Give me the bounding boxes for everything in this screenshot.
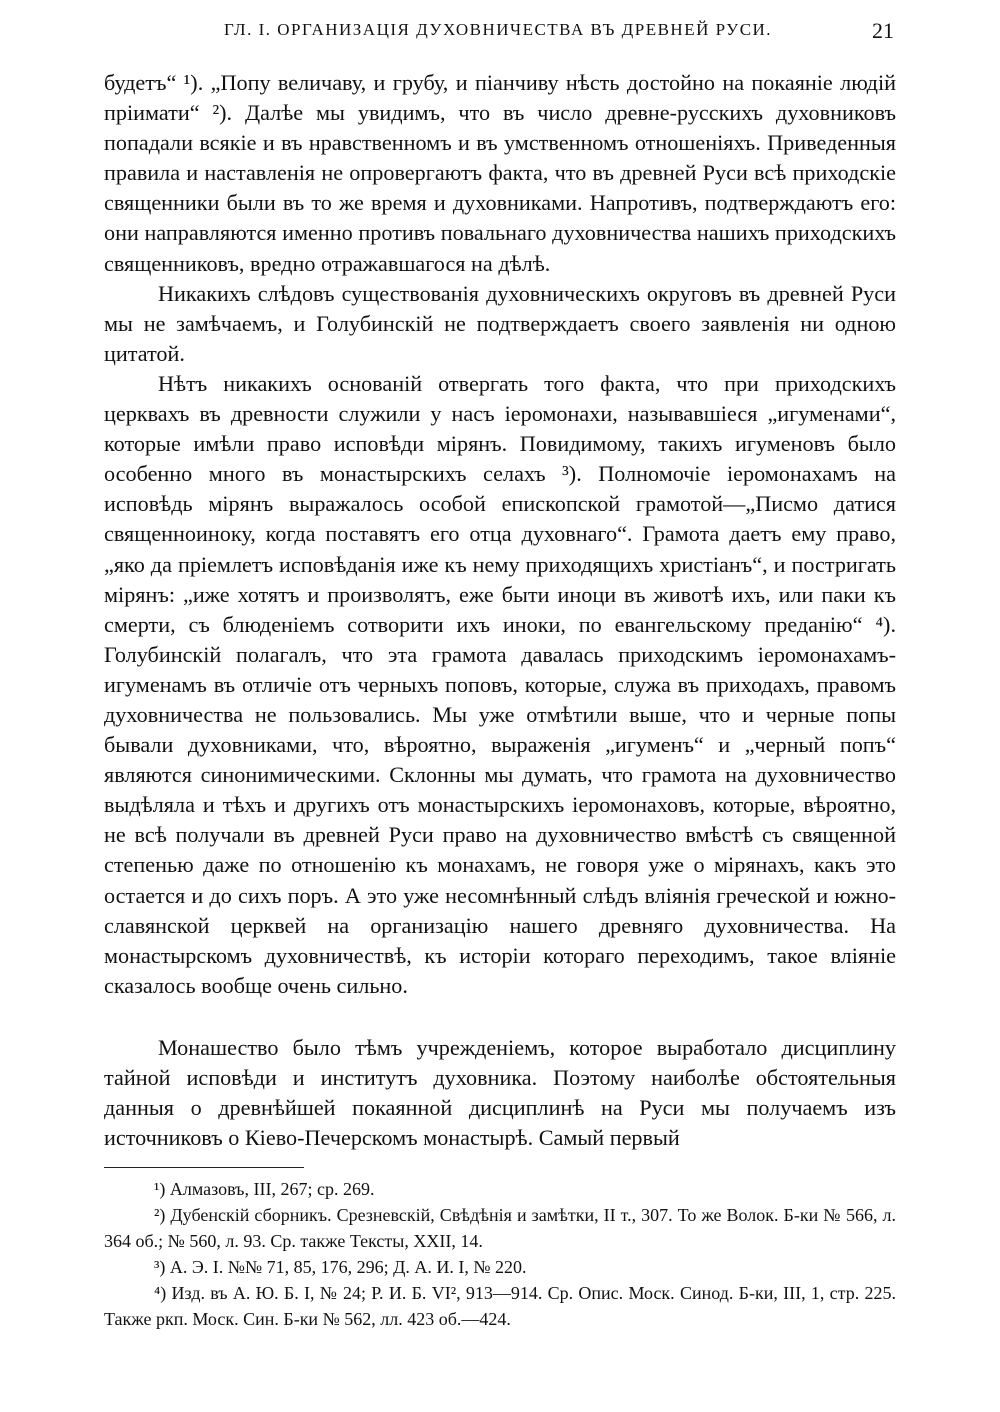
book-page bbox=[104, 18, 896, 1332]
running-title: ГЛ. I. ОРГАНИЗАЦІЯ ДУХОВНИЧЕСТВА ВЪ ДРЕВНЕЙ РУСИ. bbox=[224, 20, 773, 39]
page-header bbox=[104, 18, 896, 52]
section-gap bbox=[104, 1001, 896, 1033]
footnote: ²) Дубенскій сборникъ. Срезневскій, Свѣдѣнія и замѣтки, II т., 307. То же Волок. Б-ки № 566, л. 364 об.; № 560, л. 93. Ср. также Тексты, XXII, 14. bbox=[104, 1205, 896, 1252]
paragraph: Нѣтъ никакихъ основаній отвергать того факта, что при приходскихъ церквахъ въ древности служили у насъ іеромонахи, называвшіеся „игуменами“, которые имѣли право исповѣди мірянъ. Повидимому, такихъ игуменовъ было особенно много въ монастырскихъ селахъ ³). Полномочіе іеромонахамъ на исповѣдь мірянъ выражалось особой епископской грамотой—„Писмо датися священноиноку, когда поставятъ его отца духовнаго“. Грамота даетъ ему право, „яко да пріемлетъ исповѣданія иже къ нему приходящихъ христіанъ“, и постригать мірянъ: „иже хотятъ и произволятъ, еже быти иноци въ животѣ ихъ, или паки къ смерти, съ блюденіемъ сотворити ихъ иноки, по евангельскому преданію“ ⁴). Голубинскій полагалъ, что эта грамота давалась приходскимъ іеромонахамъ-игуменамъ въ отличіе отъ черныхъ поповъ, которые, служа въ приходахъ, правомъ духовничества не пользовались. Мы уже отмѣтили выше, что и черные попы бывали духовниками, что, вѣроятно, выраженія „игуменъ“ и „черный попъ“ являются синонимическими. Склонны мы думать, что грамота на духовничество выдѣляла и тѣхъ и другихъ отъ монастырскихъ іеромонаховъ, которые, вѣроятно, не всѣ получали въ древней Руси право на духовничество вмѣстѣ съ священной степенью даже по отношенію къ монахамъ, не говоря уже о мірянахъ, какъ это остается и до сихъ поръ. А это уже несомнѣнный слѣдъ вліянія греческой и южно-славянской церквей на организацію нашего древняго духовничества. На монастырскомъ духовничествѣ, къ исторіи котораго переходимъ, такое вліяніе сказалось вообще очень сильно. bbox=[104, 370, 896, 998]
paragraph: Монашество было тѣмъ учрежденіемъ, которое выработало дисциплину тайной исповѣди и институтъ духовника. Поэтому наиболѣе обстоятельныя данныя о древнѣйшей покаянной дисциплинѣ на Руси мы получаемъ изъ источниковъ о Кіево-Печерскомъ монастырѣ. Самый первый bbox=[104, 1034, 896, 1151]
paragraph: Никакихъ слѣдовъ существованія духовническихъ округовъ въ древней Руси мы не замѣчаемъ, и Голубинскій не подтверждаетъ своего заявленія ни одною цитатой. bbox=[104, 280, 896, 366]
body-text bbox=[104, 68, 896, 1153]
footnotes bbox=[104, 1176, 896, 1332]
footnote: ¹) Алмазовъ, III, 267; ср. 269. bbox=[154, 1179, 375, 1200]
page-number: 21 bbox=[872, 18, 894, 43]
footnote-rule bbox=[104, 1167, 304, 1168]
footnote: ⁴) Изд. въ А. Ю. Б. I, № 24; Р. И. Б. VI², 913—914. Ср. Опис. Моск. Синод. Б-ки, III, 1, стр. 225. Также ркп. Моск. Син. Б-ки № 562, лл. 423 об.—424. bbox=[104, 1283, 896, 1330]
paragraph-continuation: будетъ“ ¹). „Попу величаву, и грубу, и піанчиву нѣсть достойно на покаяніе людій пріимати“ ²). Далѣе мы увидимъ, что въ число древне-русскихъ духовниковъ попадали всякіе и въ нравственномъ и въ умственномъ отношеніяхъ. Приведенныя правила и наставленія не опровергаютъ факта, что въ древней Руси всѣ приходскіе священники были въ то же время и духовниками. Напротивъ, подтверждаютъ его: они направляются именно противъ повальнаго духовничества нашихъ приходскихъ священниковъ, вредно отражавшагося на дѣлѣ. bbox=[104, 70, 896, 276]
footnote: ³) А. Э. I. №№ 71, 85, 176, 296; Д. А. И. I, № 220. bbox=[154, 1257, 527, 1278]
